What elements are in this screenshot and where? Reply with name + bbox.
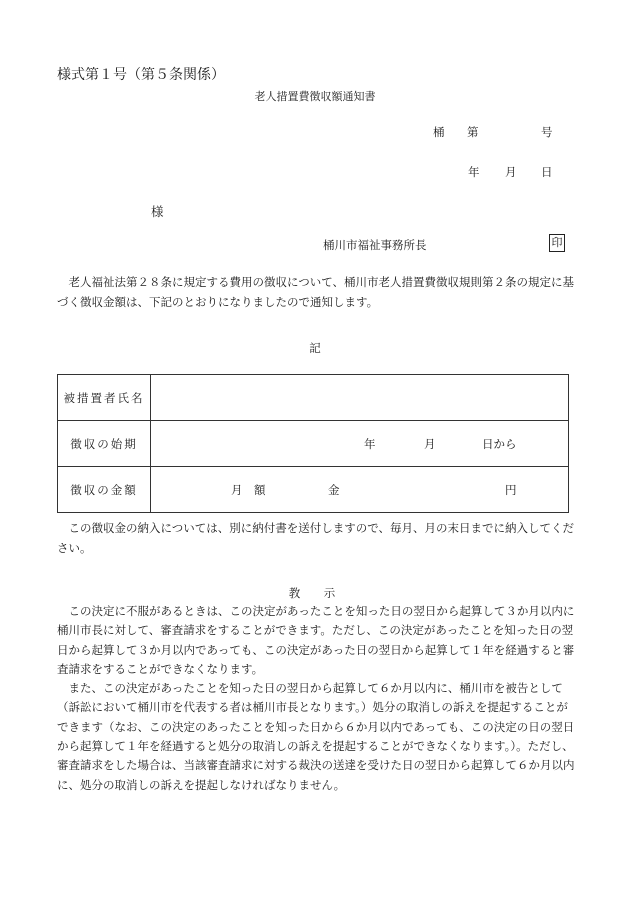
table-row bbox=[58, 375, 569, 421]
label-recipient-name: 被措置者氏名 bbox=[58, 375, 151, 421]
label-start-period: 徴収の始期 bbox=[58, 421, 151, 467]
label-amount: 徴収の金額 bbox=[58, 467, 151, 513]
kin-label: 金 bbox=[328, 482, 340, 497]
document-title: 老人措置費徴収額通知書 bbox=[254, 90, 376, 103]
intro-paragraph: 老人福祉法第２８条に規定する費用の徴収について、桶川市老人措置費徴収規則第２条の規定に基づく徴収金額は、下記のとおりになりましたので通知します。 bbox=[57, 275, 575, 309]
form-number: 様式第１号（第５条関係） bbox=[57, 67, 225, 83]
addressee-sama: 様 bbox=[151, 204, 164, 219]
kyoji-paragraph-1: この決定に不服があるときは、この決定があったことを知った日の翌日から起算して３か月以内に桶川市長に対して、審査請求をすることができます。ただし、この決定があったことを知った日の翌日から起算して３か月以内であっても、この決定があった日の翌日から起算して１年を経過すると審査請求をすることができなくなります。 bbox=[57, 604, 575, 676]
table-row bbox=[58, 467, 569, 513]
collection-table bbox=[57, 374, 569, 513]
seal-mark: 印 bbox=[549, 234, 565, 252]
start-day-from: 日から bbox=[482, 436, 517, 451]
kyoji-heading: 教 示 bbox=[288, 586, 342, 600]
date-month: 月 bbox=[505, 165, 517, 179]
value-recipient-name bbox=[151, 375, 569, 421]
start-month-unit: 月 bbox=[424, 436, 436, 451]
start-year-unit: 年 bbox=[364, 436, 376, 451]
reference-go: 号 bbox=[541, 125, 553, 139]
date-year: 年 bbox=[468, 165, 480, 179]
reference-dai: 第 bbox=[467, 125, 479, 139]
value-start-period bbox=[151, 421, 569, 467]
ki-heading: 記 bbox=[309, 341, 321, 355]
kyoji-body bbox=[57, 602, 577, 795]
date-day: 日 bbox=[541, 165, 553, 179]
monthly-label: 月 額 bbox=[231, 482, 266, 497]
payment-note: この徴収金の納入については、別に納付書を送付しますので、毎月、月の末日までに納入してください。 bbox=[57, 521, 575, 555]
value-amount bbox=[151, 467, 569, 513]
table-row bbox=[58, 421, 569, 467]
issuer-name: 桶川市福祉事務所長 bbox=[323, 238, 427, 252]
reference-prefix: 桶 bbox=[433, 125, 445, 139]
yen-unit: 円 bbox=[505, 482, 517, 497]
kyoji-paragraph-2: また、この決定があったことを知った日の翌日から起算して６か月以内に、桶川市を被告として（訴訟において桶川市を代表する者は桶川市長となります。）処分の取消しの訴えを提起することができます（なお、この決定のあったことを知った日から６か月以内であっても、この決定の日の翌日から起算して１年を経過すると処分の取消しの訴えを提起することができなくなります。）。ただし、審査請求をした場合は、当該審査請求に対する裁決の送達を受けた日の翌日から起算して６か月以内に、処分の取消しの訴えを提起しなければなりません。 bbox=[57, 681, 575, 792]
